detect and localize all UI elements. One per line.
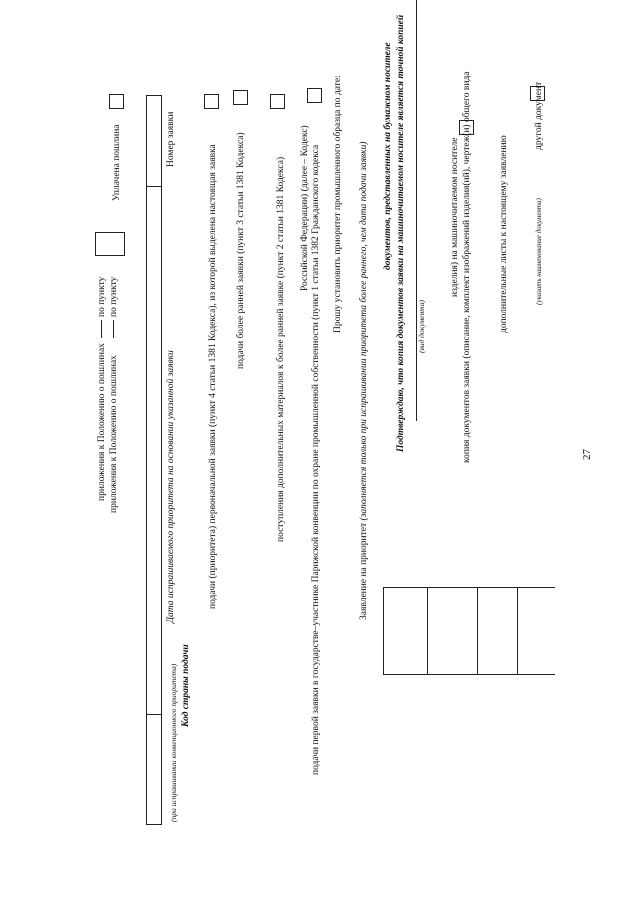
fee-row2-blank[interactable]: [101, 320, 102, 338]
table-col1-header: Номер заявки: [166, 111, 176, 167]
other-doc-row: [534, 198, 545, 305]
doc-type-caption: (вид документа): [417, 300, 426, 353]
table-col2-header: Дата испрашиваемого приоритета на основании указанной заявки: [166, 350, 176, 623]
request-line: Прошу установить приоритет промышленного образца по дате:: [333, 75, 343, 333]
fee-clause-box-1[interactable]: [95, 232, 125, 256]
confirm-line1: Подтверждаю, что копия документов заявки на машиночитаемом носителе является точной копией: [396, 14, 406, 452]
fee-row1-blank[interactable]: [113, 320, 114, 338]
right-grid: [383, 587, 555, 675]
option-2-label: поступления дополнительных материалов к более ранней заявке (пункт 2 статьи 1381 Кодекса): [276, 156, 286, 542]
fee-checkbox[interactable]: [109, 94, 124, 109]
priority-heading-note: (заполняется только при испрашивании приоритета более раннего, чем дата подачи заявки): [359, 141, 369, 521]
option-1-checkbox[interactable]: [307, 88, 322, 103]
extra-sheets-label: дополнительные листы к настоящему заявлению: [499, 135, 509, 333]
option-3-label: подачи более ранней заявки (пункт 3 статьи 1381 Кодекса): [236, 132, 246, 369]
fee-row2-suffix: приложения к Положению о пошлинах: [97, 343, 107, 501]
other-doc-note: (указать наименование документа): [535, 198, 543, 305]
option-3-checkbox[interactable]: [233, 90, 248, 105]
copy-docs-line1: копия документов заявки (описание, комплект изображений изделия(ий), чертеж(и) общего вида: [462, 71, 472, 463]
copy-docs-line2: изделия) на машиночитаемом носителе: [450, 137, 460, 297]
other-doc-label: другой документ: [534, 81, 544, 150]
confirm-line2: документов, представленных на бумажном носителе: [383, 42, 393, 270]
option-2-checkbox[interactable]: [270, 94, 285, 109]
doc-type-line: [416, 0, 417, 421]
fee-row1-prefix: по пункту: [109, 276, 119, 317]
option-1-line1: подачи первой заявки в государстве–участнике Парижской конвенции по охране промышленной собственности (пункт 1 статьи 1382 Гражданского кодекса: [311, 144, 321, 775]
priority-heading: [359, 142, 370, 621]
table-col3-title: Код страны подачи: [181, 644, 191, 727]
fee-label: Уплачена пошлина: [112, 124, 122, 201]
fee-row2-prefix: по пункту: [97, 276, 107, 317]
priority-heading-regular: Заявление на приоритет: [359, 522, 369, 620]
option-4-label: подачи (приоритета) первоначальной заявки (пункт 4 статьи 1381 Кодекса), из которой выделена настоящая заявка: [208, 144, 218, 609]
option-4-checkbox[interactable]: [204, 94, 219, 109]
option-1-line2: Российской Федерации) (далее – Кодекс): [300, 125, 310, 291]
fee-row1-suffix: приложения к Положению о пошлинах: [109, 355, 119, 513]
page-number: 27: [581, 449, 593, 460]
table-col3-note: (при испрашивании конвенционного приоритета): [169, 663, 178, 822]
